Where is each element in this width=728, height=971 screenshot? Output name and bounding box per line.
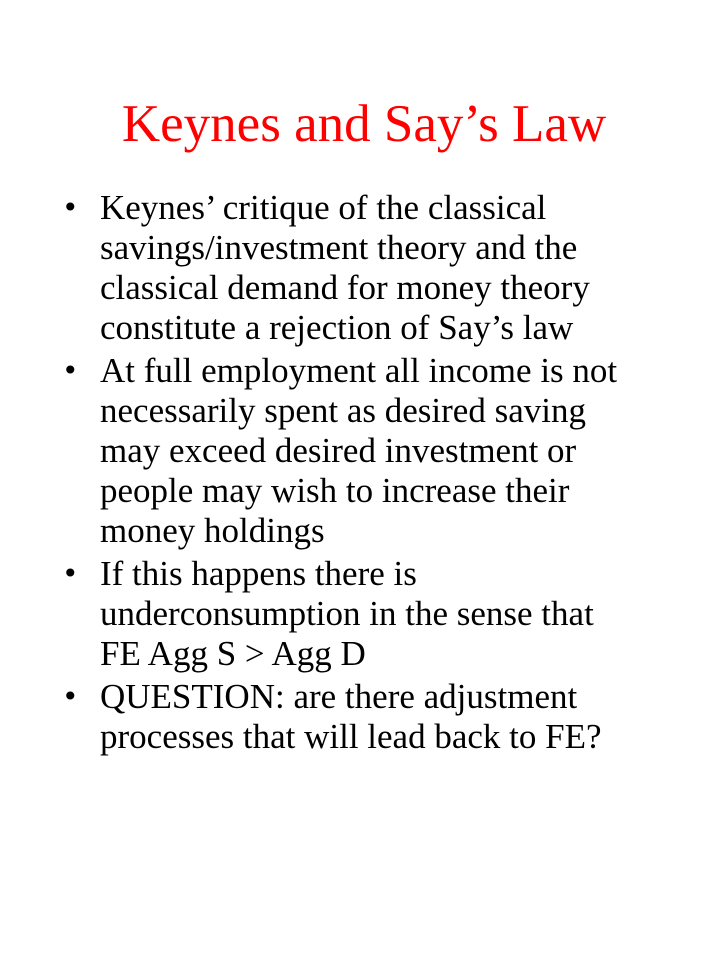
bullet-1-line-1: Keynes’ critique of the classical [100,188,547,227]
bullet-icon: • [62,680,79,713]
bullet-item-1 [62,188,712,348]
bullet-2-line-5: money holdings [100,511,325,550]
bullet-2-line-3: may exceed desired investment or [100,431,577,470]
bullet-icon: • [62,557,79,590]
bullet-list [62,188,712,760]
bullet-icon: • [62,191,79,224]
bullet-3-line-3: FE Agg S > Agg D [100,634,366,673]
bullet-icon: • [62,354,79,387]
bullet-item-2 [62,351,712,551]
bullet-2-line-4: people may wish to increase their [100,471,570,510]
bullet-4-line-2: processes that will lead back to FE? [100,717,602,756]
bullet-3-line-1: If this happens there is [100,554,417,593]
bullet-1-line-3: classical demand for money theory [100,268,590,307]
bullet-4-line-1: QUESTION: are there adjustment [100,677,578,716]
bullet-2-line-1: At full employment all income is not [100,351,618,390]
slide-title: Keynes and Say’s Law [121,95,607,153]
bullet-item-4 [62,677,712,757]
bullet-2-line-2: necessarily spent as desired saving [100,391,586,430]
bullet-1-line-2: savings/investment theory and the [100,228,578,267]
bullet-1-line-4: constitute a rejection of Say’s law [100,308,574,347]
bullet-item-3 [62,554,712,674]
bullet-3-line-2: underconsumption in the sense that [100,594,594,633]
